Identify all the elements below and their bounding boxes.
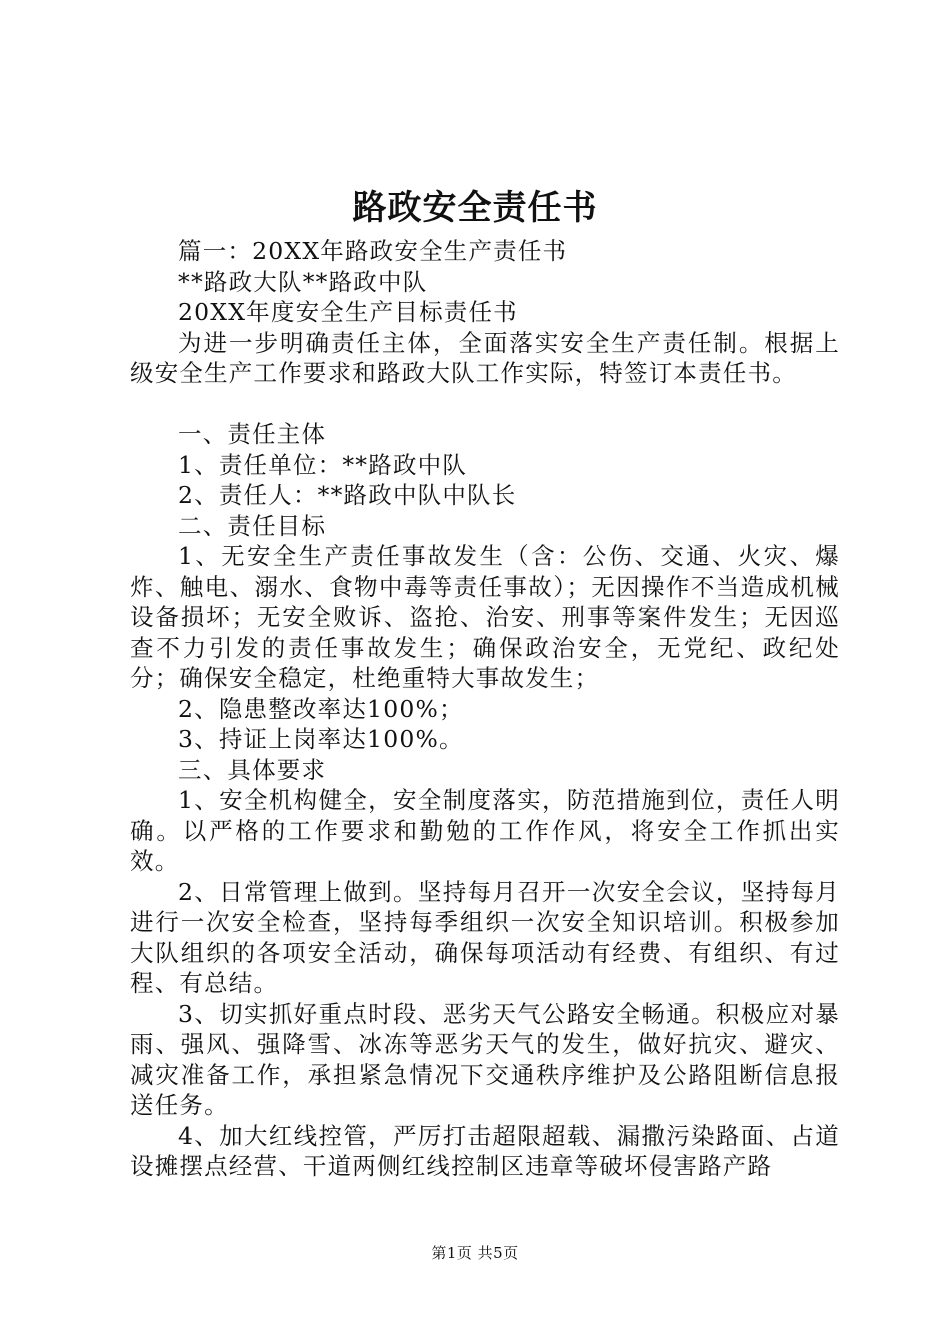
paragraph-item: 2、责任人：**路政中队中队长 [178, 481, 517, 509]
paragraph-intro: 为进一步明确责任主体，全面落实安全生产责任制。根据上级安全生产工作要求和路政大队工作实际，特签订本责任书。 [130, 328, 840, 387]
paragraph-item: 1、责任单位：**路政中队 [178, 450, 468, 479]
page-footer: 第1页 共5页 [431, 1244, 519, 1262]
paragraph-item: 1、安全机构健全，安全制度落实，防范措施到位，责任人明确。以严格的工作要求和勤勉的工作作风，将安全工作抓出实效。 [130, 786, 840, 875]
paragraph-item: 3、切实抓好重点时段、恶劣天气公路安全畅通。积极应对暴雨、强风、强降雪、冰冻等恶劣天气的发生，做好抗灾、避灾、减灾准备工作，承担紧急情况下交通秩序维护及公路阻断信息报送任务。 [130, 999, 840, 1119]
paragraph-subtitle: 篇一：20XX年路政安全生产责任书 [178, 237, 568, 265]
paragraph-unit: **路政大队**路政中队 [178, 267, 428, 296]
section-heading-1: 一、责任主体 [178, 420, 327, 448]
section-heading-3: 三、具体要求 [178, 755, 327, 784]
blank-line [130, 389, 840, 420]
document-body [130, 236, 840, 1182]
paragraph-item: 2、隐患整改率达100%； [178, 694, 464, 723]
paragraph-item: 2、日常管理上做到。坚持每月召开一次安全会议，坚持每月进行一次安全检查，坚持每季组织一次安全知识培训。积极参加大队组织的各项安全活动，确保每项活动有经费、有组织、有过程、有总结。 [130, 877, 840, 997]
paragraph-item: 4、加大红线控管，严厉打击超限超载、漏撒污染路面、占道设摊摆点经营、干道两侧红线控制区违章等破坏侵害路产路 [130, 1121, 840, 1180]
paragraph-doc-name: 20XX年度安全生产目标责任书 [178, 298, 518, 326]
paragraph-item: 3、持证上岗率达100%。 [178, 725, 464, 753]
paragraph-item: 1、无安全生产责任事故发生（含：公伤、交通、火灾、爆炸、触电、溺水、食物中毒等责任事故）；无因操作不当造成机械设备损坏；无安全败诉、盗抢、治安、刑事等案件发生；无因巡查不力引发的责任事故发生；确保政治安全，无党纪、政纪处分；确保安全稳定，杜绝重特大事故发生； [130, 542, 840, 692]
document-title: 路政安全责任书 [352, 188, 598, 228]
section-heading-2: 二、责任目标 [178, 511, 327, 540]
